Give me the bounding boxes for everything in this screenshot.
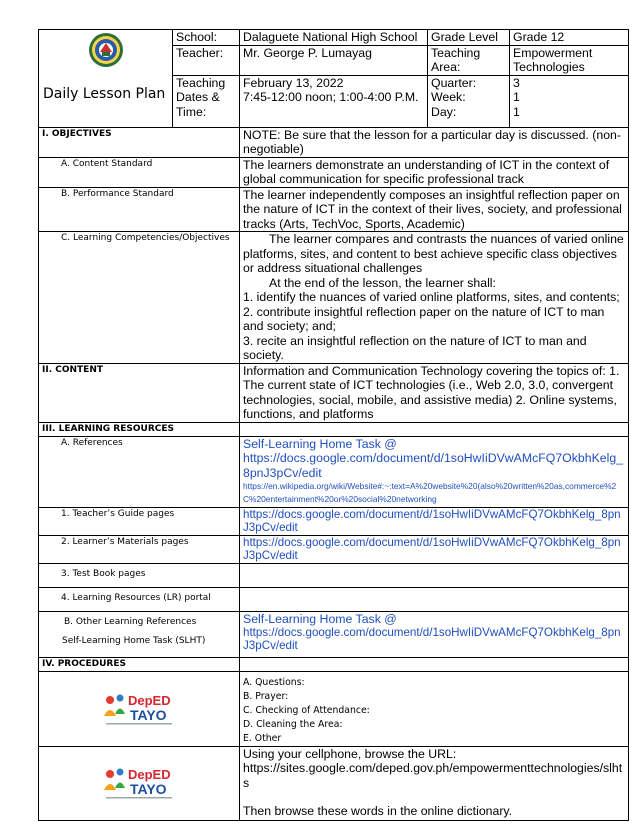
objectives-note: NOTE: Be sure that the lesson for a particular day is discussed. (non-negotiable) bbox=[240, 127, 629, 157]
performance-standard-label: B. Performance Standard bbox=[39, 187, 240, 232]
area-label: Teaching Area: bbox=[428, 45, 510, 75]
references-slht-link[interactable]: Self-Learning Home Task @ bbox=[243, 436, 397, 451]
other-references-cell bbox=[240, 611, 629, 657]
prelim-item: B. Prayer: bbox=[243, 690, 289, 702]
page-title: Daily Lesson Plan bbox=[43, 86, 166, 102]
school-value: Dalaguete National High School bbox=[240, 30, 428, 46]
procedures-heading-blank bbox=[240, 657, 629, 671]
dates-line-2: 7:45-12:00 noon; 1:00-4:00 P.M. bbox=[243, 90, 419, 104]
browse-line-2: Then browse these words in the online dictionary. bbox=[243, 804, 513, 818]
competency-item: 3. recite an insightful reflection on the nature of ICT to man and society. bbox=[243, 333, 587, 362]
qwd-labels bbox=[428, 75, 510, 127]
lr-portal-label: 4. Learning Resources (LR) portal bbox=[39, 587, 240, 611]
deped-logo-text: DepED bbox=[128, 767, 171, 783]
day-value: 1 bbox=[513, 104, 520, 119]
school-seal-icon bbox=[88, 32, 124, 68]
test-book-value bbox=[240, 563, 629, 587]
school-label: School: bbox=[173, 30, 240, 46]
lesson-plan-table bbox=[38, 29, 629, 821]
browse-line-1: Using your cellphone, browse the URL: bbox=[243, 746, 457, 761]
qwd-values bbox=[510, 75, 629, 127]
competencies-intro: The learner compares and contrasts the nuances of varied online platforms, sites, and content to best achieve specific class objectives or address situational challenges bbox=[243, 232, 624, 275]
other-references-sub: Self-Learning Home Task (SLHT) bbox=[62, 635, 206, 646]
learners-materials-label: 2. Learner’s Materials pages bbox=[39, 535, 240, 563]
lesson-plan-page bbox=[38, 29, 628, 821]
other-slht-link[interactable]: Self-Learning Home Task @ bbox=[243, 611, 397, 626]
seal-cell bbox=[39, 30, 173, 128]
test-book-label: 3. Test Book pages bbox=[39, 563, 240, 587]
objectives-heading: I. OBJECTIVES bbox=[39, 127, 240, 157]
performance-standard-text: The learner independently composes an insightful reflection paper on the nature of ICT in the context of their lives, society, and professional tracks (Arts, TechVoc, Sports, Academic) bbox=[240, 187, 629, 232]
competency-item: 1. identify the nuances of varied online platforms, sites, and contents; bbox=[243, 290, 620, 304]
other-docs-link[interactable]: https://docs.google.com/document/d/1soHwIiDVwAMcFQ7OkbhKelg_8pnJ3pCv/edit bbox=[243, 626, 621, 652]
references-docs-link[interactable]: https://docs.google.com/document/d/1soHwIiDVwAMcFQ7OkbhKelg_8pnJ3pCv/edit bbox=[243, 451, 624, 480]
content-heading: II. CONTENT bbox=[39, 363, 240, 422]
competency-item: 2. contribute insightful reflection paper on the nature of ICT to man and society; and; bbox=[243, 304, 605, 333]
browse-instructions bbox=[240, 746, 629, 820]
lr-portal-value bbox=[240, 587, 629, 611]
prelim-item: E. Other bbox=[243, 732, 282, 744]
deped-tayo-logo-icon bbox=[98, 686, 180, 728]
preliminary-activities bbox=[240, 671, 629, 746]
quarter-value: 3 bbox=[513, 75, 520, 90]
competencies-end: At the end of the lesson, the learner shall: bbox=[269, 275, 496, 290]
prelim-item: C. Checking of Attendance: bbox=[243, 704, 370, 716]
deped-tayo-logo-icon bbox=[98, 760, 180, 802]
deped-logo-text: DepED bbox=[128, 692, 171, 708]
content-text: Information and Communication Technology covering the topics of: 1. The current state of ICT technologies (i.e., Web 2.0, 3.0, convergent technologies, social, mobile, and assistive media) 2. Online systems, functions, and platforms bbox=[240, 363, 629, 422]
deped-logo-cell-2 bbox=[39, 746, 240, 820]
quarter-label: Quarter: bbox=[431, 75, 477, 90]
dates-line-1: February 13, 2022 bbox=[243, 75, 344, 90]
references-cell bbox=[240, 436, 629, 507]
browse-spacer bbox=[243, 790, 625, 804]
content-standard-label: A. Content Standard bbox=[39, 157, 240, 187]
week-label: Week: bbox=[431, 90, 466, 104]
teacher-value: Mr. George P. Lumayag bbox=[240, 45, 428, 75]
competencies-text bbox=[240, 232, 629, 364]
dates-label: Teaching Dates & Time: bbox=[173, 75, 240, 127]
area-value: Empowerment Technologies bbox=[510, 45, 629, 75]
competencies-label: C. Learning Competencies/Objectives bbox=[39, 232, 240, 364]
other-references-label: B. Other Learning References bbox=[64, 616, 197, 627]
deped-logo-cell-1 bbox=[39, 671, 240, 746]
teacher-label: Teacher: bbox=[173, 45, 240, 75]
resources-heading: III. LEARNING RESOURCES bbox=[39, 422, 240, 436]
grade-label: Grade Level bbox=[428, 30, 510, 46]
teachers-guide-label: 1. Teacher’s Guide pages bbox=[39, 507, 240, 535]
tayo-logo-text: TAYO bbox=[130, 781, 167, 798]
grade-value: Grade 12 bbox=[510, 30, 629, 46]
dates-value bbox=[240, 75, 428, 127]
week-value: 1 bbox=[513, 90, 520, 104]
other-references-label-cell bbox=[39, 611, 240, 657]
resources-heading-blank bbox=[240, 422, 629, 436]
prelim-item: D. Cleaning the Area: bbox=[243, 718, 343, 730]
procedures-heading: IV. PROCEDURES bbox=[39, 657, 240, 671]
tayo-logo-text: TAYO bbox=[130, 706, 167, 723]
day-label: Day: bbox=[431, 104, 457, 119]
content-standard-text: The learners demonstrate an understanding of ICT in the context of global communication for specific professional track bbox=[240, 157, 629, 187]
references-label: A. References bbox=[39, 436, 240, 507]
browse-url[interactable]: https://sites.google.com/deped.gov.ph/empowermenttechnologies/slhts bbox=[243, 761, 623, 790]
learners-materials-link[interactable]: https://docs.google.com/document/d/1soHwIiDVwAMcFQ7OkbhKelg_8pnJ3pCv/edit bbox=[240, 535, 629, 563]
teachers-guide-link[interactable]: https://docs.google.com/document/d/1soHwIiDVwAMcFQ7OkbhKelg_8pnJ3pCv/edit bbox=[240, 507, 629, 535]
references-wiki-link[interactable]: https://en.wikipedia.org/wiki/Website#:~:text=A%20website%20(also%20written%20as,commerce%2C%20entertainment%20or%20social%20networking bbox=[243, 481, 617, 504]
prelim-item: A. Questions: bbox=[243, 676, 305, 688]
